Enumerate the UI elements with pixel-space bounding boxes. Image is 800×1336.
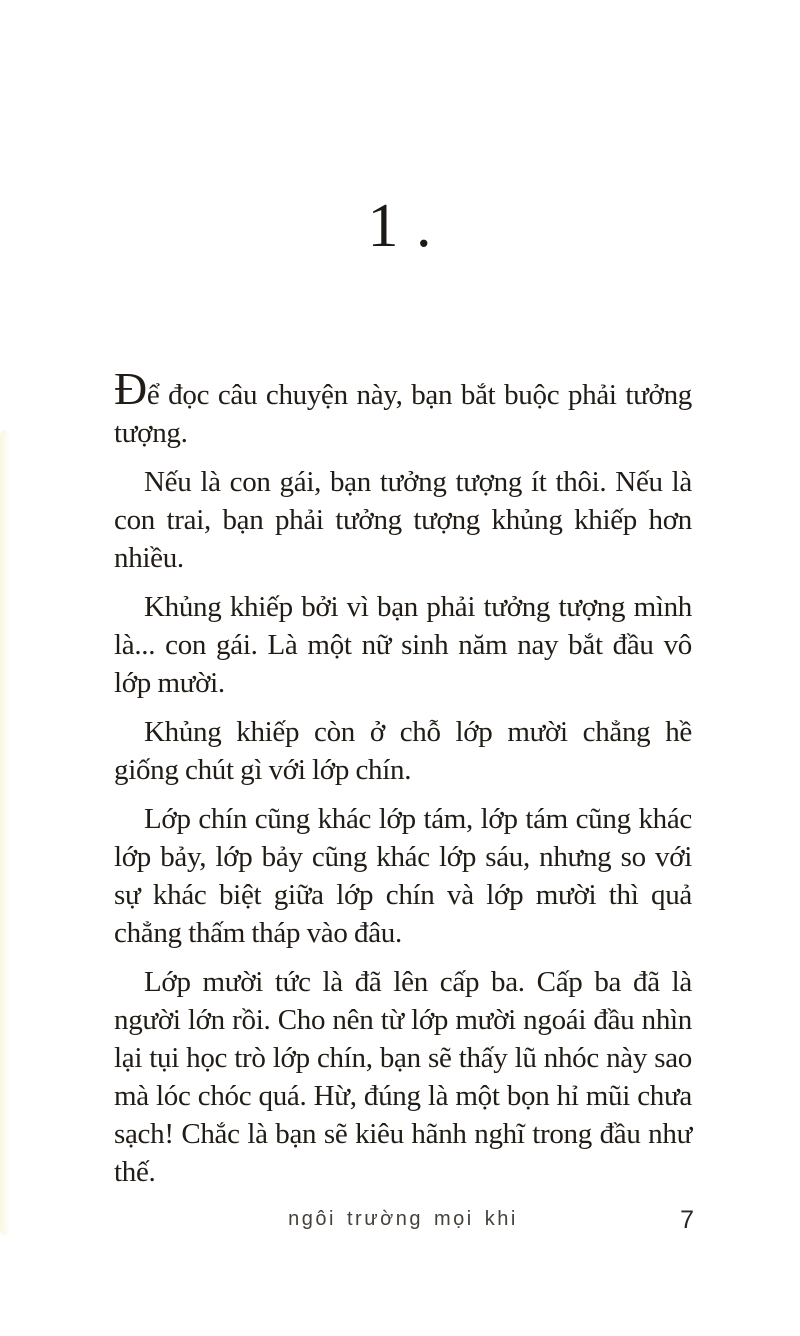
paragraph-3: Khủng khiếp bởi vì bạn phải tưởng tượng mình là... con gái. Là một nữ sinh năm nay bắt đầu vô lớp mười. [114, 591, 692, 699]
page-footer [114, 1200, 692, 1238]
paragraph-6: Lớp mười tức là đã lên cấp ba. Cấp ba đã là người lớn rồi. Cho nên từ lớp mười ngoái đầu nhìn lại tụi học trò lớp chín, bạn sẽ thấy lũ nhóc này sao mà lóc chóc quá. Hừ, đúng là một bọn hỉ mũi chưa sạch! Chắc là bạn sẽ kiêu hãnh nghĩ trong đầu như thế. [114, 966, 692, 1188]
chapter-body [114, 363, 692, 1202]
page-edge-scan-tint [0, 430, 11, 1235]
paragraph-4: Khủng khiếp còn ở chỗ lớp mười chẳng hề giống chút gì với lớp chín. [114, 716, 692, 786]
page-number: 7 [680, 1206, 694, 1234]
running-title: ngôi trường mọi khi [288, 1208, 518, 1230]
chapter-number: 1 . [367, 192, 433, 260]
paragraph-5: Lớp chín cũng khác lớp tám, lớp tám cũng khác lớp bảy, lớp bảy cũng khác lớp sáu, nhưng so với sự khác biệt giữa lớp chín và lớp mười thì quả chẳng thấm tháp vào đâu. [114, 803, 692, 949]
paragraph-1: Để đọc câu chuyện này, bạn bắt buộc phải tưởng tượng. [114, 363, 692, 449]
paragraph-2: Nếu là con gái, bạn tưởng tượng ít thôi. Nếu là con trai, bạn phải tưởng tượng khủng khiếp hơn nhiều. [114, 466, 692, 574]
